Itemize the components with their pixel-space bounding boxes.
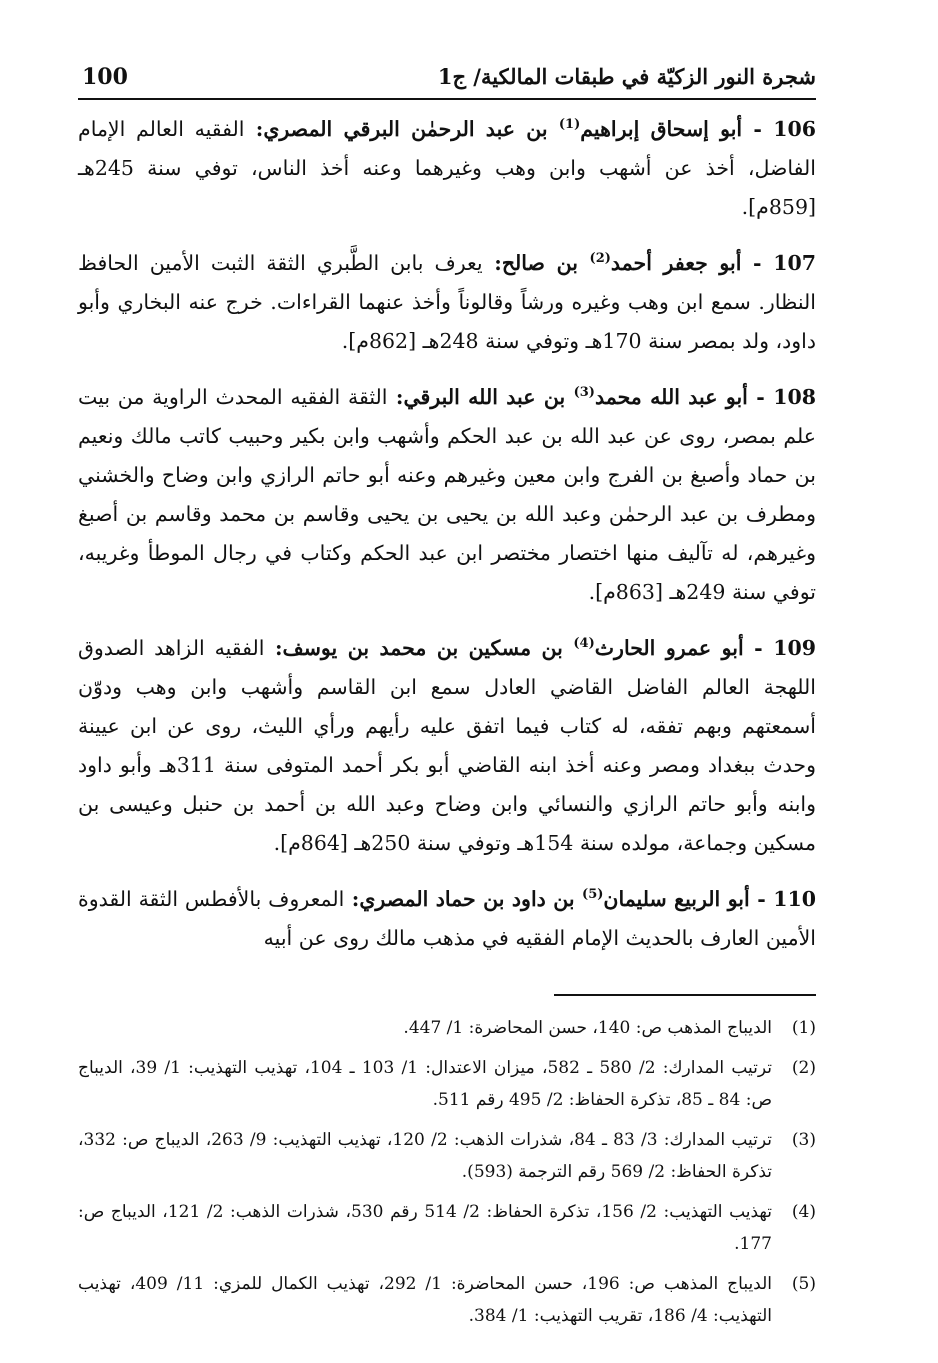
entry-name: أبو الربيع سليمان (603, 887, 750, 911)
entry-text: المعروف بالأفطس الثقة القدوة الأمين العارف بالحديث الإمام الفقيه في مذهب مالك روى عن أبيه (78, 887, 816, 950)
footnote-divider (554, 994, 816, 996)
entry-name: أبو عبد الله محمد (594, 385, 748, 409)
footnote-2 (78, 1052, 816, 1116)
page-number: 100 (82, 64, 128, 90)
footnote-text: تهذيب التهذيب: 2/ 156، تذكرة الحفاظ: 2/ 514 رقم 530، شذرات الذهب: 2/ 121، الديباج ص: 177. (78, 1202, 773, 1254)
footnote-3 (78, 1124, 816, 1188)
entry-108 (78, 378, 816, 612)
footnote-4 (78, 1196, 816, 1260)
footnote-text: الديباج المذهب ص: 196، حسن المحاضرة: 1/ 292، تهذيب الكمال للمزي: 11/ 409، تهذيب التهذيب: 4/ 186، تقريب التهذيب: 1/ 384. (78, 1274, 773, 1326)
entry-number: 106 - (742, 117, 816, 141)
entry-110 (78, 880, 816, 958)
footnote-number: (2) (791, 1058, 816, 1078)
footnote-ref: (4) (573, 636, 595, 652)
entry-text: الفقيه الزاهد الصدوق اللهجة العالم الفاضل القاضي العادل سمع ابن القاسم وأشهب وابن وهب ودوّن أسمعتهم وبهم تفقه، له كتاب فيما اتفق عليه رأيهم ورأي الليث، روى عن ابن عيينة وحدث ببغداد ومصر وعنه أخذ ابنه القاضي أبو بكر أحمد المتوفى سنة 311هـ وأبو داود وابنه وأبو حاتم الرازي والنسائي وابن وضاح وعبد الله بن أحمد بن حنبل وعيسى بن مسكين وجماعة، مولده سنة 154هـ وتوفي سنة 250هـ [864م]. (78, 636, 816, 855)
entry-name: أبو إسحاق إبراهيم (580, 117, 743, 141)
entry-name: أبو جعفر أحمد (610, 251, 742, 275)
running-header (78, 58, 816, 100)
footnote-number: (1) (791, 1018, 816, 1038)
entry-107 (78, 244, 816, 361)
footnote-number: (5) (791, 1274, 816, 1294)
entry-text: الثقة الفقيه المحدث الراوية من بيت علم بمصر، روى عن عبد الله بن عبد الحكم وأشهب وابن بكير وحبيب كاتب مالك ونعيم بن حماد وأصبغ بن الفرج وابن معين وغيرهم وعنه أبو حاتم الرازي وابن وضاح والخشني ومطرف بن عبد الرحمٰن وعبد الله بن يحيى بن يحيى وقاسم بن محمد وقاسم بن أصبغ وغيرهم، له تآليف منها اختصار مختصر ابن عبد الحكم وكتاب في رجال الموطأ وغريبه، توفي سنة 249هـ [863م]. (78, 385, 816, 604)
footnote-text: ترتيب المدارك: 2/ 580 ـ 582، ميزان الاعتدال: 1/ 103 ـ 104، تهذيب التهذيب: 1/ 39، الديباج ص: 84 ـ 85، تذكرة الحفاظ: 2/ 495 رقم 511. (78, 1058, 772, 1110)
entry-name-rest: بن صالح: (482, 251, 590, 275)
footnote-ref: (3) (573, 385, 595, 401)
footnotes (78, 1012, 816, 1332)
entries (78, 110, 816, 958)
entry-106 (78, 110, 816, 227)
entry-number: 108 - (747, 385, 816, 409)
entry-name-rest: بن عبد الرحمٰن البرقي المصري: (244, 117, 559, 141)
footnote-5 (78, 1268, 816, 1332)
entry-name-rest: بن عبد الله البرقي: (387, 385, 574, 409)
entry-text: الفقيه العالم الإمام الفاضل، أخذ عن أشهب وابن وهب وغيرهما وعنه أخذ الناس، توفي سنة 245هـ [859م]. (78, 117, 816, 219)
entry-name-rest: بن داود بن حماد المصري: (344, 887, 583, 911)
footnote-ref: (1) (558, 117, 581, 133)
entry-number: 107 - (741, 251, 816, 275)
entry-name: أبو عمرو الحارث (594, 636, 744, 660)
entry-number: 109 - (743, 636, 816, 660)
footnote-text: ترتيب المدارك: 3/ 83 ـ 84، شذرات الذهب: 2/ 120، تهذيب التهذيب: 9/ 263، الديباج ص: 332، تذكرة الحفاظ: 2/ 569 رقم الترجمة (593). (78, 1130, 772, 1182)
entry-name-rest: بن مسكين بن محمد بن يوسف: (264, 636, 574, 660)
footnote-text: الديباج المذهب ص: 140، حسن المحاضرة: 1/ 447. (403, 1018, 772, 1038)
entry-text: يعرف بابن الطَّبري الثقة الثبت الأمين الحافظ النظار. سمع ابن وهب وغيره ورشاً وقالوناً وأخذ عنهما القراءات. خرج عنه البخاري وأبو داود، ولد بمصر سنة 170هـ وتوفي سنة 248هـ [862م]. (78, 251, 816, 353)
book-page (78, 58, 816, 1340)
footnote-ref: (2) (589, 251, 611, 267)
footnote-ref: (5) (582, 887, 604, 903)
running-title: شجرة النور الزكيّة في طبقات المالكية/ ج1 (437, 64, 816, 89)
footnote-number: (3) (791, 1130, 816, 1150)
footnote-1 (78, 1012, 816, 1044)
footnote-number: (4) (791, 1202, 816, 1222)
entry-109 (78, 629, 816, 863)
entry-number: 110 - (749, 887, 816, 911)
